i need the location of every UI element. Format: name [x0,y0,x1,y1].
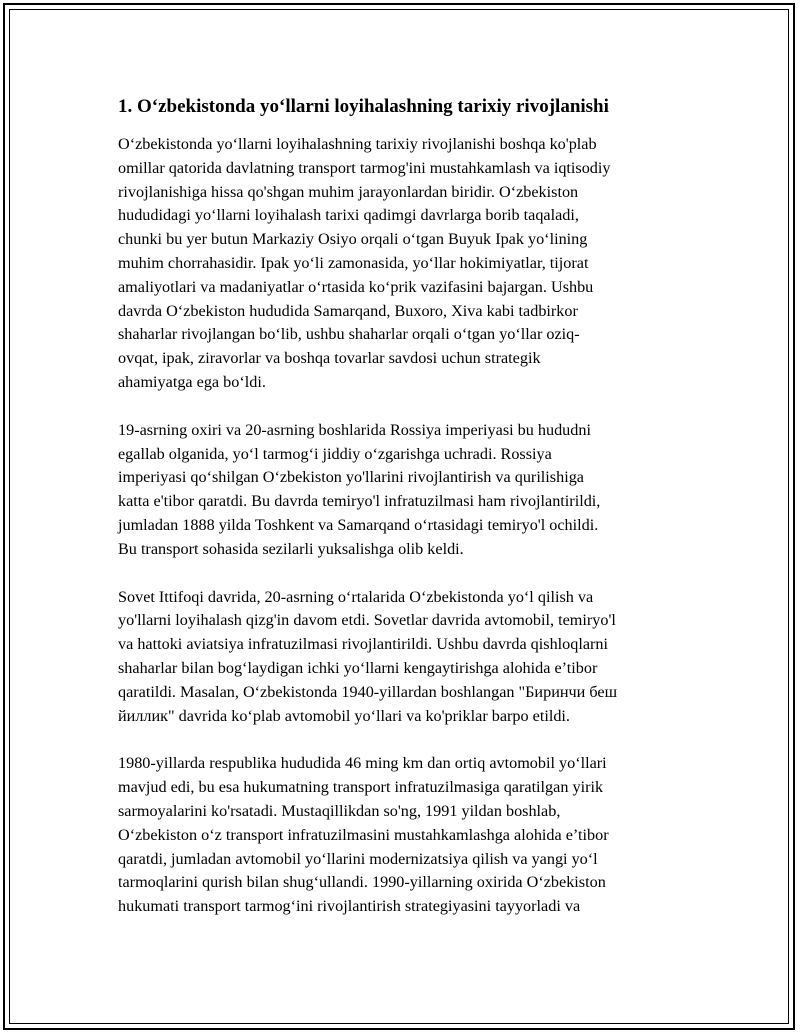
text-line: O‘zbekistonda yo‘llarni loyihalashning tarixiy rivojlanishi boshqa ko'plab [118,135,597,153]
text-line: imperiyasi qo‘shilgan O‘zbekiston yo'llarini rivojlantirish va qurilishiga [118,468,584,487]
paragraph-1 [118,133,690,395]
text-line: qaratdi, jumladan avtomobil yo‘llarini modernizatsiya qilish va yangi yo‘l [118,849,598,868]
text-line: jumladan 1888 yilda Toshkent va Samarqand o‘rtasidagi temiryo'l ochildi. [118,515,599,534]
section-heading: 1. O‘zbekistonda yo‘llarni loyihalashning tarixiy rivojlanishi [118,96,609,117]
paragraph-4 [118,752,690,919]
text-line: katta e'tibor qaratdi. Bu davrda temiryo'l infratuzilmasi ham rivojlantirildi, [118,492,601,511]
text-line: va hattoki aviatsiya infratuzilmasi rivojlantirildi. Ushbu davrda qishloqlarni [118,635,609,654]
text-line: davrda O‘zbekiston hududida Samarqand, Buxoro, Xiva kabi tadbirkor [118,301,578,320]
paragraph-3 [118,586,690,729]
document-body [118,95,690,943]
text-line: amaliyotlari va madaniyatlar o‘rtasida ko‘prik vazifasini bajargan. Ushbu [118,277,594,296]
text-line: sarmoyalarini ko'rsatadi. Mustaqillikdan so'ng, 1991 yildan boshlab, [118,801,561,820]
text-line: ahamiyatga ega bo‘ldi. [118,372,266,391]
text-line: 19-asrning oxiri va 20-asrning boshlarida Rossiya imperiyasi bu hududni [118,420,591,439]
text-line: Sovet Ittifoqi davrida, 20-asrning o‘rtalarida O‘zbekistonda yo‘l qilish va [118,587,594,606]
paragraph-2 [118,419,690,562]
text-line: Bu transport sohasida sezilarli yuksalishga olib keldi. [118,539,464,558]
text-line: omillar qatorida davlatning transport tarmog'ini mustahkamlash va iqtisodiy [118,158,611,177]
text-line: muhim chorrahasidir. Ipak yo‘li zamonasida, yo‘llar hokimiyatlar, tijorat [118,253,589,272]
text-line: shaharlar bilan bog‘laydigan ichki yo‘llarni kengaytirishga alohida e’tibor [118,658,598,677]
text-line: tarmoqlarini qurish bilan shug‘ullandi. 1990-yillarning oxirida O‘zbekiston [118,873,606,892]
text-line: йиллик" davrida ko‘plab avtomobil yo‘llari va ko'priklar barpo etildi. [118,706,570,725]
text-line: chunki bu yer butun Markaziy Osiyo orqali o‘tgan Buyuk Ipak yo‘lining [118,230,588,249]
text-line: mavjud edi, bu esa hukumatning transport infratuzilmasiga qaratilgan yirik [118,778,604,797]
text-line: hukumati transport tarmog‘ini rivojlantirish strategiyasini tayyorladi va [118,897,581,916]
text-line: 1980-yillarda respublika hududida 46 ming km dan ortiq avtomobil yo‘llari [118,754,607,773]
text-line: qaratildi. Masalan, O‘zbekistonda 1940-yillardan boshlangan "Биринчи беш [118,682,618,701]
text-line: shaharlar rivojlangan bo‘lib, ushbu shaharlar orqali o‘tgan yo‘llar oziq- [118,325,580,344]
text-line: O‘zbekiston o‘z transport infratuzilmasini mustahkamlashga alohida e’tibor [118,825,609,844]
text-line: egallab olganida, yo‘l tarmog‘i jiddiy o‘zgarishga uchradi. Rossiya [118,444,552,463]
text-line: rivojlanishiga hissa qo'shgan muhim jarayonlardan biridir. O‘zbekiston [118,182,579,201]
text-line: yo'llarni loyihalash qizg'in davom etdi. Sovetlar davrida avtomobil, temiryo'l [118,611,616,630]
text-line: hududidagi yo‘llarni loyihalash tarixi qadimgi davrlarga borib taqaladi, [118,206,579,225]
text-line: ovqat, ipak, ziravorlar va boshqa tovarlar savdosi uchun strategik [118,349,541,368]
